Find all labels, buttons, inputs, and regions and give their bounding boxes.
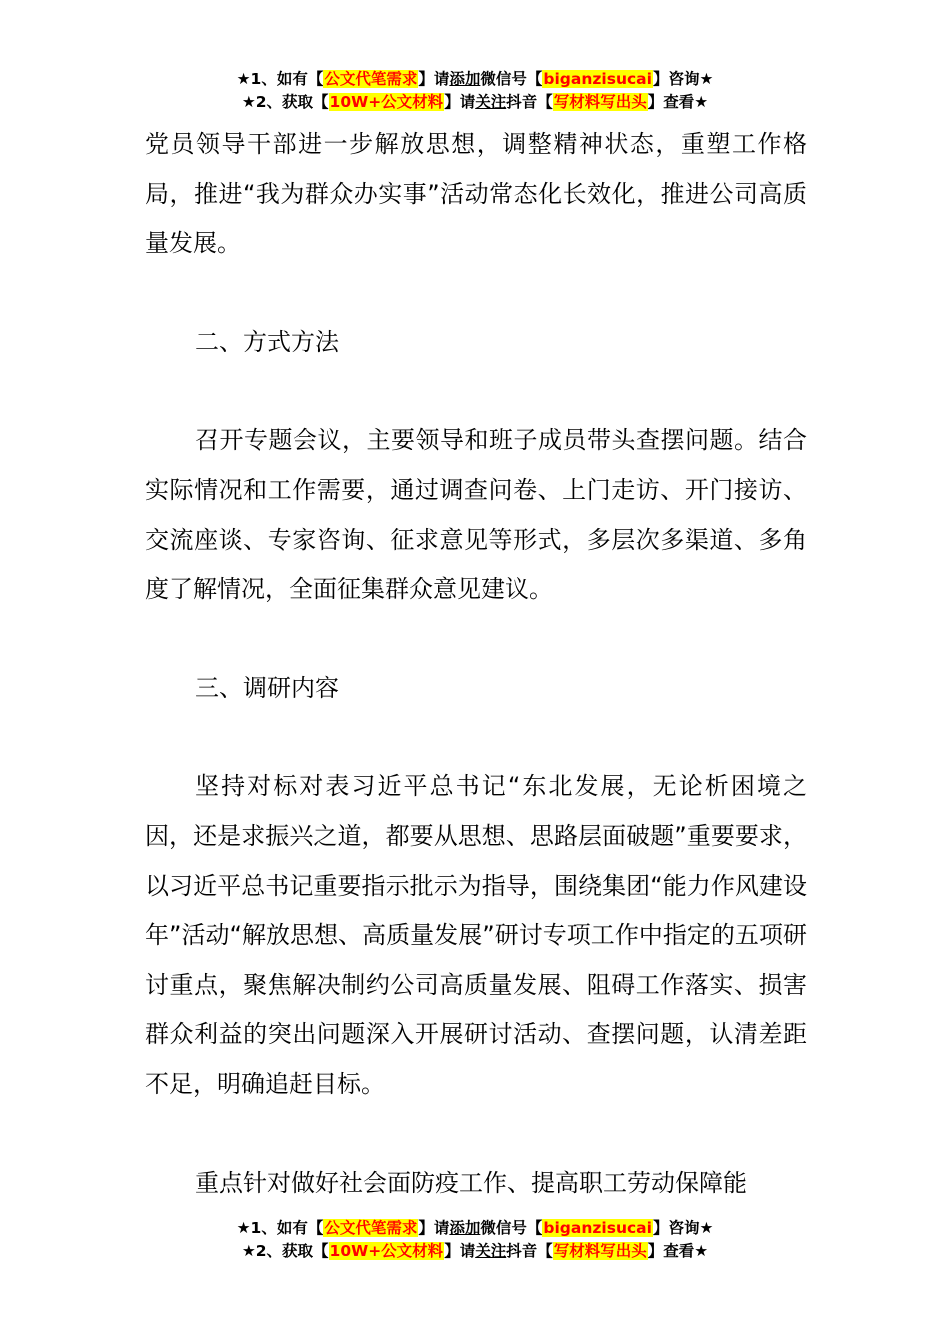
banner-line-2: ★2、获取【10W+公文材料】请关注抖音【写材料写出头】查看★ — [241, 93, 709, 111]
paragraph-research: 坚持对标对表习近平总书记“东北发展，无论析困境之因，还是求振兴之道，都要从思想、思路层面破题”重要要求，以习近平总书记重要指示批示为指导，围绕集团“能力作风建设年”活动“解放思想、高质量发展”研讨专项工作中指定的五项研讨重点，聚焦解决制约公司高质量发展、阻碍工作落实、损害群众利益的突出问题深入开展研讨活动、查摆问题，认清差距不足，明确追赶目标。 — [145, 772, 807, 1098]
highlight-materials: 10W+公文材料 — [329, 1242, 444, 1260]
highlight-service: 公文代笔需求 — [324, 70, 418, 88]
highlight-douyin: 写材料写出头 — [553, 1242, 647, 1260]
paragraph-focus: 重点针对做好社会面防疫工作、提高职工劳动保障能 — [195, 1168, 747, 1197]
paragraph-methods: 召开专题会议，主要领导和班子成员带头查摆问题。结合实际情况和工作需要，通过调查问卷、上门走访、开门接访、交流座谈、专家咨询、征求意见等形式，多层次多渠道、多角度了解情况，全面征集群众意见建议。 — [145, 426, 807, 604]
highlight-wechat-id: biganzisucai — [543, 1219, 652, 1237]
highlight-wechat-id: biganzisucai — [543, 70, 652, 88]
highlight-douyin: 写材料写出头 — [553, 93, 647, 111]
highlight-materials: 10W+公文材料 — [329, 93, 444, 111]
section-heading-methods: 二、方式方法 — [195, 327, 339, 356]
banner-line-2: ★2、获取【10W+公文材料】请关注抖音【写材料写出头】查看★ — [241, 1242, 709, 1260]
banner-line-1: ★1、如有【公文代笔需求】请添加微信号【biganzisucai】咨询★ — [236, 70, 714, 88]
highlight-service: 公文代笔需求 — [324, 1219, 418, 1237]
paragraph-intro-end: 党员领导干部进一步解放思想，调整精神状态，重塑工作格局，推进“我为群众办实事”活动常态化长效化，推进公司高质量发展。 — [145, 130, 807, 258]
header-banner — [0, 68, 950, 114]
section-heading-research: 三、调研内容 — [195, 673, 339, 702]
footer-banner — [0, 1217, 950, 1263]
document-body — [145, 120, 807, 1208]
banner-line-1: ★1、如有【公文代笔需求】请添加微信号【biganzisucai】咨询★ — [236, 1219, 714, 1237]
